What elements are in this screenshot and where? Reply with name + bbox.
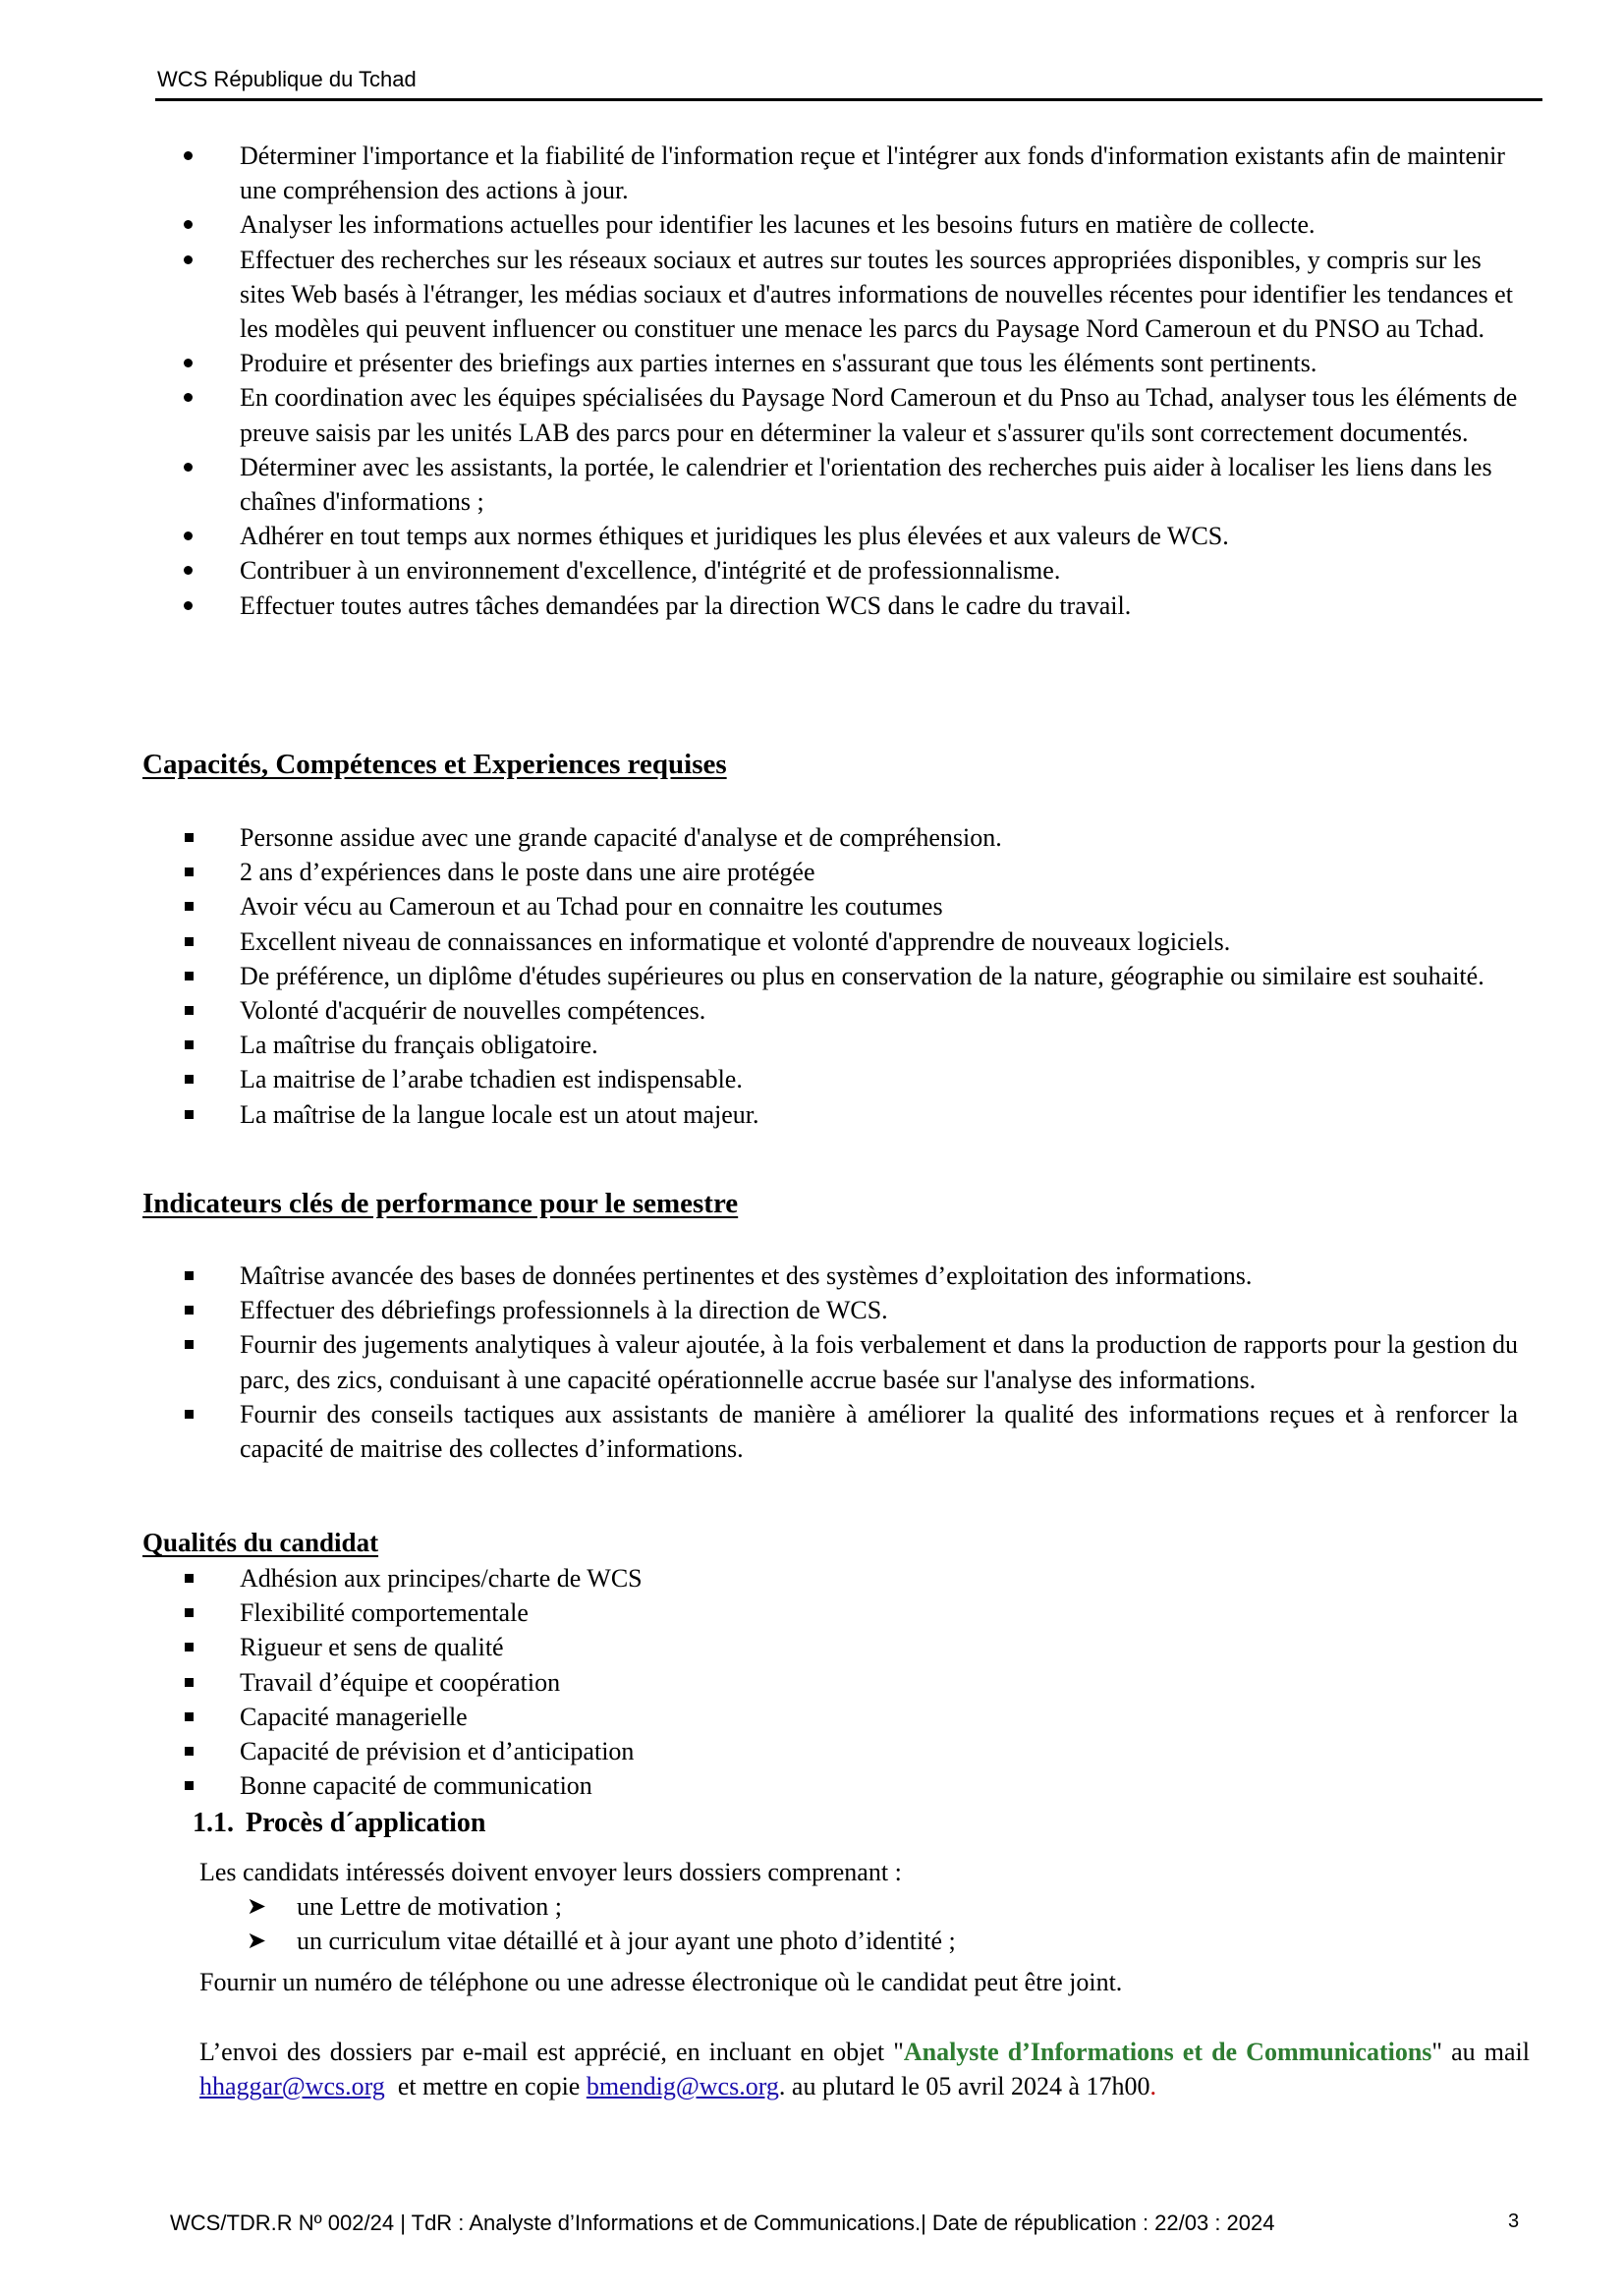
list-item: Déterminer avec les assistants, la portée, le calendrier et l'orientation des recherches puis aider à localiser les liens dans les chaînes d'informations ; bbox=[142, 450, 1518, 519]
list-item: Déterminer l'importance et la fiabilité de l'information reçue et l'intégrer aux fonds d'information existants afin de maintenir une compréhension des actions à jour. bbox=[142, 139, 1518, 207]
list-item: ➤ un curriculum vitae détaillé et à jour ayant une photo d’identité ; bbox=[199, 1924, 1477, 1958]
list-item: La maîtrise du français obligatoire. bbox=[142, 1028, 1518, 1062]
list-item: Fournir des conseils tactiques aux assistants de manière à améliorer la qualité des informations reçues et à renforcer la capacité de maitrise des collectes d’informations. bbox=[142, 1397, 1518, 1466]
list-item: Effectuer des débriefings professionnels à la direction de WCS. bbox=[142, 1293, 1518, 1327]
contact-paragraph: Fournir un numéro de téléphone ou une adresse électronique où le candidat peut être joint. bbox=[199, 1968, 1123, 1996]
list-item: Maîtrise avancée des bases de données pertinentes et des systèmes d’exploitation des informations. bbox=[142, 1259, 1518, 1293]
arrow-bullet-icon: ➤ bbox=[247, 1927, 267, 1955]
list-item: Produire et présenter des briefings aux parties internes en s'assurant que tous les éléments sont pertinents. bbox=[142, 346, 1518, 380]
list-item: Adhérer en tout temps aux normes éthiques et juridiques les plus élevées et aux valeurs de WCS. bbox=[142, 519, 1518, 553]
list-item: De préférence, un diplôme d'études supérieures ou plus en conservation de la nature, géographie ou similaire est souhaité. bbox=[142, 959, 1518, 993]
list-item: Effectuer toutes autres tâches demandées par la direction WCS dans le cadre du travail. bbox=[142, 588, 1518, 623]
qualities-list bbox=[142, 1561, 1518, 1803]
list-item: Capacité managerielle bbox=[142, 1700, 1518, 1734]
list-item: Fournir des jugements analytiques à valeur ajoutée, à la fois verbalement et dans la production de rapports pour la gestion du parc, des zics, conduisant à une capacité opérationnelle accrue basée sur l'analyse des informations. bbox=[142, 1327, 1518, 1396]
end-mark: . bbox=[1149, 2072, 1157, 2101]
footer-text: WCS/TDR.R Nº 002/24 | TdR : Analyste d’Informations et de Communications.| Date de républication : 22/03 : 2024 bbox=[170, 2211, 1275, 2235]
list-item: La maîtrise de la langue locale est un atout majeur. bbox=[142, 1097, 1518, 1132]
task-list bbox=[142, 139, 1518, 623]
subsection-title: Procès d´application bbox=[246, 1808, 486, 1838]
page-number: 3 bbox=[1508, 2211, 1520, 2232]
page-header bbox=[155, 63, 1542, 101]
list-item: Personne assidue avec une grande capacité d'analyse et de compréhension. bbox=[142, 820, 1518, 855]
subsection-heading-application bbox=[193, 1808, 485, 1839]
list-item: Bonne capacité de communication bbox=[142, 1768, 1518, 1803]
list-item: En coordination avec les équipes spécialisées du Paysage Nord Cameroun et du Pnso au Tchad, analyser tous les éléments de preuve saisis par les unités LAB des parcs pour en déterminer la valeur et s'assurer qu'ils sont correctement documentés. bbox=[142, 380, 1518, 449]
list-item: La maitrise de l’arabe tchadien est indispensable. bbox=[142, 1062, 1518, 1096]
section-title-skills: Capacités, Compétences et Experiences requises bbox=[142, 749, 727, 780]
kpi-list bbox=[142, 1259, 1518, 1466]
list-item: 2 ans d’expériences dans le poste dans une aire protégée bbox=[142, 855, 1518, 889]
subsection-number: 1.1. bbox=[193, 1808, 234, 1838]
list-item: Travail d’équipe et coopération bbox=[142, 1665, 1518, 1700]
documents-list bbox=[199, 1889, 1477, 1958]
email-link-main[interactable]: hhaggar@wcs.org bbox=[199, 2072, 385, 2101]
email-subject: Analyste d’Informations et de Communications bbox=[903, 2038, 1432, 2066]
section-title-kpi: Indicateurs clés de performance pour le semestre bbox=[142, 1188, 739, 1219]
list-item: Rigueur et sens de qualité bbox=[142, 1630, 1518, 1664]
skills-list bbox=[142, 820, 1518, 1132]
list-item: ➤ une Lettre de motivation ; bbox=[199, 1889, 1477, 1924]
list-item: Capacité de prévision et d’anticipation bbox=[142, 1734, 1518, 1768]
list-item: Contribuer à un environnement d'excellence, d'intégrité et de professionnalisme. bbox=[142, 553, 1518, 588]
section-title-qualities: Qualités du candidat bbox=[142, 1528, 379, 1557]
list-item: Excellent niveau de connaissances en informatique et volonté d'apprendre de nouveaux logiciels. bbox=[142, 924, 1518, 959]
list-item: Effectuer des recherches sur les réseaux sociaux et autres sur toutes les sources appropriées disponibles, y compris sur les sites Web basés à l'étranger, les médias sociaux et d'autres informations de nouvelles récentes pour identifier les tendances et les modèles qui peuvent influencer ou constituer une menace les parcs du Paysage Nord Cameroun et du PNSO au Tchad. bbox=[142, 243, 1518, 347]
header-text: WCS République du Tchad bbox=[157, 67, 417, 91]
list-item: Analyser les informations actuelles pour identifier les lacunes et les besoins futurs en matière de collecte. bbox=[142, 207, 1518, 242]
application-intro: Les candidats intéressés doivent envoyer leurs dossiers comprenant : bbox=[199, 1858, 902, 1886]
list-item: Adhésion aux principes/charte de WCS bbox=[142, 1561, 1518, 1595]
send-paragraph: L’envoi des dossiers par e-mail est apprécié, en incluant en objet "Analyste d’Informations et de Communications" au mail hhaggar@wcs.org et mettre en copie bmendig@wcs.org. au plutard le 05 avril 2024 à 17h00. bbox=[199, 2038, 1530, 2101]
list-item: Flexibilité comportementale bbox=[142, 1595, 1518, 1630]
arrow-bullet-icon: ➤ bbox=[247, 1892, 267, 1920]
list-item: Avoir vécu au Cameroun et au Tchad pour en connaitre les coutumes bbox=[142, 889, 1518, 924]
list-item: Volonté d'acquérir de nouvelles compétences. bbox=[142, 993, 1518, 1028]
email-link-cc[interactable]: bmendig@wcs.org bbox=[586, 2072, 779, 2101]
